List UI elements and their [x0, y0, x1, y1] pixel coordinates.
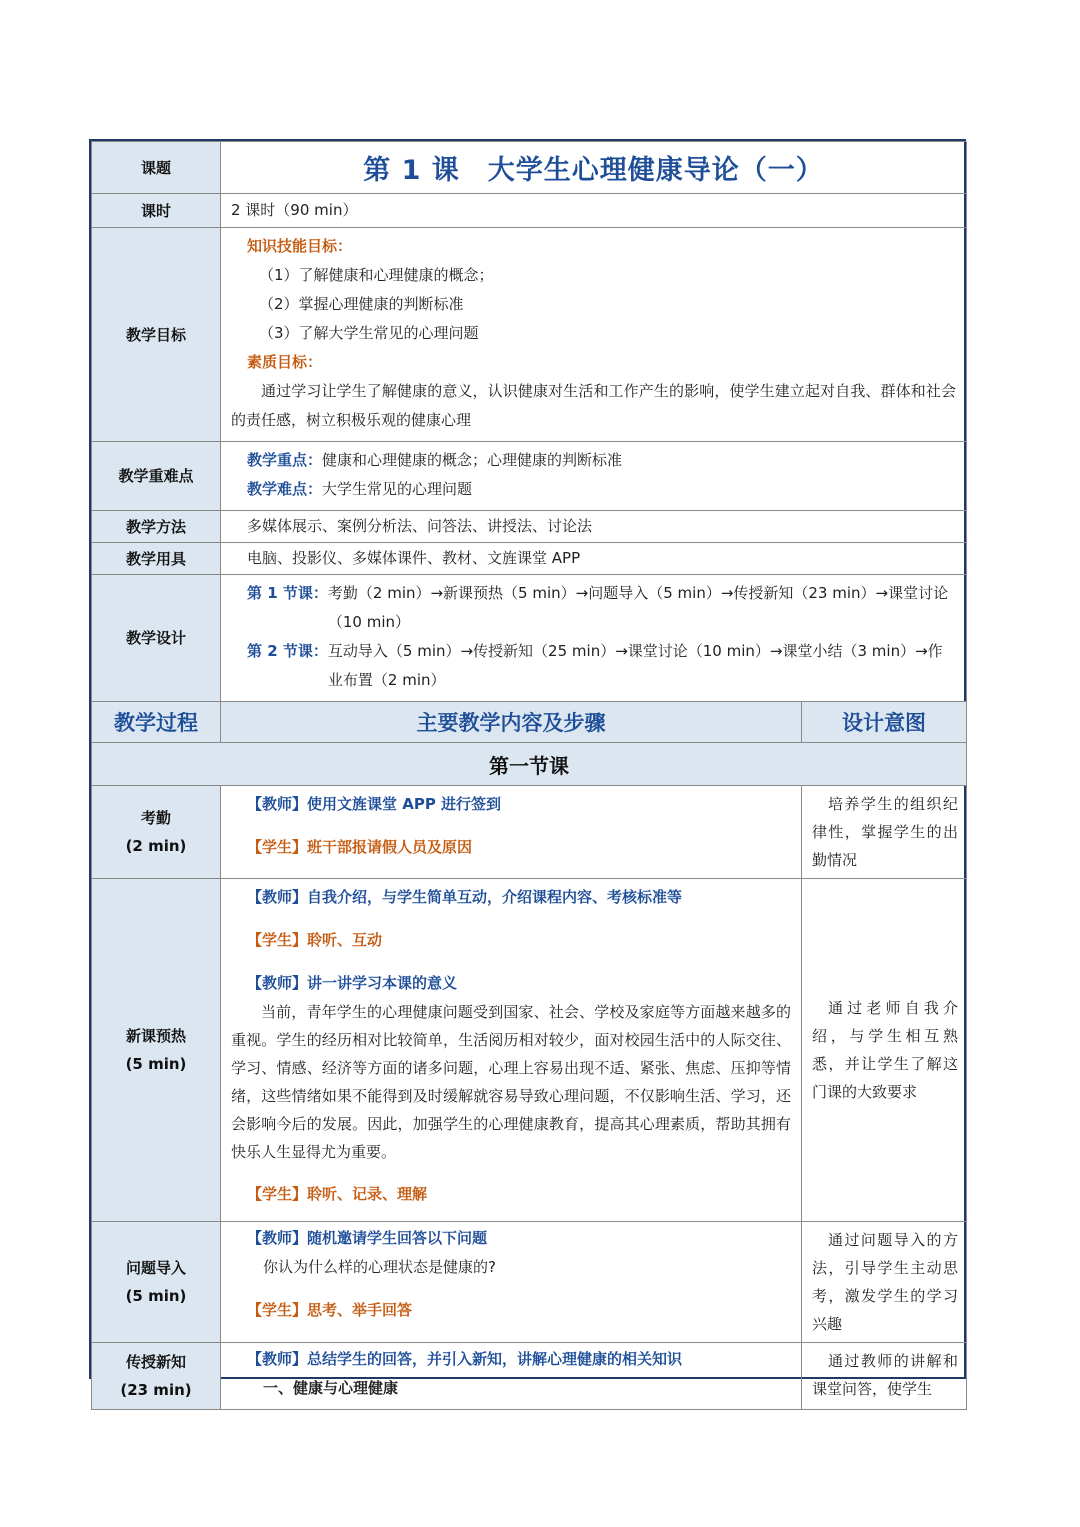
key-points-content: [221, 442, 967, 511]
knowledge-heading: 知识技能目标：: [247, 237, 353, 255]
intent-text: 通过老师自我介绍，与学生相互熟悉，并让学生了解这门课的大致要求: [812, 999, 958, 1101]
teacher-step: 【教师】使用文旌课堂 APP 进行签到: [247, 795, 502, 813]
design-label: 教学设计: [92, 575, 221, 702]
student-step: 【学生】思考、举手回答: [247, 1301, 413, 1319]
lesson2-flow: [247, 637, 956, 695]
warmup-label-cell: [92, 879, 221, 1222]
lesson2-text: 互动导入（5 min）→传授新知（25 min）→课堂讨论（10 min）→课堂小结（3 min）→作业布置（2 min）: [327, 642, 943, 689]
objectives-content: [221, 228, 967, 442]
question-label-cell: [92, 1222, 221, 1343]
difficulty-text: 大学生常见的心理问题: [322, 480, 473, 498]
lesson1-text: 考勤（2 min）→新课预热（5 min）→问题导入（5 min）→传授新知（23 min）→课堂讨论（10 min）: [327, 584, 949, 631]
teach-subheading: 一、健康与心理健康: [263, 1379, 399, 1397]
question-label: 问题导入: [125, 1259, 186, 1277]
question-intent: [802, 1222, 967, 1343]
teach-row: [92, 1343, 967, 1410]
teacher-step: 【教师】随机邀请学生回答以下问题: [247, 1229, 488, 1247]
attendance-label-cell: [92, 786, 221, 879]
question-content: [221, 1222, 802, 1343]
topic-row: [92, 142, 967, 194]
lesson1-heading: 第 1 节课：: [247, 584, 328, 602]
warmup-label: 新课预热: [125, 1027, 186, 1045]
intent-text: 培养学生的组织纪律性，掌握学生的出勤情况: [812, 795, 958, 869]
attendance-intent: [802, 786, 967, 879]
design-row: [92, 575, 967, 702]
lesson-plan-table: [91, 141, 967, 1410]
teach-label-cell: [92, 1343, 221, 1410]
quality-text: 通过学习让学生了解健康的意义，认识健康对生活和工作产生的影响，使学生建立起对自我、群体和社会的责任感，树立积极乐观的健康心理: [231, 382, 956, 429]
teacher-step: 【教师】自我介绍，与学生简单互动，介绍课程内容、考核标准等: [247, 888, 683, 906]
methods-value: 多媒体展示、案例分析法、问答法、讲授法、讨论法: [221, 511, 967, 543]
tools-row: [92, 543, 967, 575]
methods-row: [92, 511, 967, 543]
focus-heading: 教学重点：: [247, 451, 323, 469]
methods-label: 教学方法: [92, 511, 221, 543]
lesson2-heading: 第 2 节课：: [247, 642, 328, 660]
teacher-step: 【教师】讲一讲学习本课的意义: [247, 974, 458, 992]
process-header-row: [92, 702, 967, 743]
attendance-time: (2 min): [125, 837, 187, 855]
lesson-plan-page: [89, 139, 966, 1399]
attendance-label: 考勤: [140, 809, 171, 827]
warmup-paragraph: 当前，青年学生的心理健康问题受到国家、社会、学校及家庭等方面越来越多的重视。学生的经历相对比较简单，生活阅历相对较少，面对校园生活中的人际交往、学习、情感、经济等方面的诸多问题，心理上容易出现不适、紧张、焦虑、压抑等情绪，这些情绪如果不能得到及时缓解就容易导致心理问题，不仅影响生活、学习，还会影响今后的发展。因此，加强学生的心理健康教育，提高其心理素质，帮助其拥有快乐人生显得尤为重要。: [231, 1003, 791, 1161]
intent-text: 通过问题导入的方法，引导学生主动思考，激发学生的学习兴趣: [812, 1231, 958, 1333]
lesson-title: 第 1 课 大学生心理健康导论（一）: [221, 142, 967, 194]
process-header-col1: 教学过程: [92, 702, 221, 743]
teach-label: 传授新知: [125, 1353, 186, 1371]
knowledge-item: （2）掌握心理健康的判断标准: [259, 295, 464, 313]
design-content: [221, 575, 967, 702]
section-title: 第一节课: [92, 743, 967, 786]
tools-label: 教学用具: [92, 543, 221, 575]
teach-content: [221, 1343, 802, 1410]
student-step: 【学生】聆听、互动: [247, 931, 383, 949]
lesson1-flow: [247, 579, 956, 637]
process-header-col2: 主要教学内容及步骤: [221, 702, 802, 743]
focus-text: 健康和心理健康的概念；心理健康的判断标准: [322, 451, 623, 469]
process-header-col3: 设计意图: [802, 702, 967, 743]
key-points-label: 教学重难点: [92, 442, 221, 511]
teacher-step: 【教师】总结学生的回答，并引入新知，讲解心理健康的相关知识: [247, 1350, 683, 1368]
warmup-row: [92, 879, 967, 1222]
intent-text: 通过教师的讲解和课堂问答，使学生: [812, 1352, 958, 1398]
student-step: 【学生】聆听、记录、理解: [247, 1185, 428, 1203]
difficulty-heading: 教学难点：: [247, 480, 323, 498]
teach-time: (23 min): [120, 1381, 192, 1399]
knowledge-item: （1）了解健康和心理健康的概念；: [259, 266, 494, 284]
section-row: [92, 743, 967, 786]
question-text: 你认为什么样的心理状态是健康的?: [263, 1258, 496, 1276]
question-row: [92, 1222, 967, 1343]
attendance-content: [221, 786, 802, 879]
key-points-row: [92, 442, 967, 511]
knowledge-item: （3）了解大学生常见的心理问题: [259, 324, 479, 342]
teach-intent: [802, 1343, 967, 1410]
hours-label: 课时: [92, 194, 221, 228]
warmup-content: [221, 879, 802, 1222]
tools-value: 电脑、投影仪、多媒体课件、教材、文旌课堂 APP: [221, 543, 967, 575]
objectives-row: [92, 228, 967, 442]
warmup-intent: [802, 879, 967, 1222]
objectives-label: 教学目标: [92, 228, 221, 442]
attendance-row: [92, 786, 967, 879]
quality-heading: 素质目标：: [247, 353, 323, 371]
warmup-time: (5 min): [125, 1055, 187, 1073]
question-time: (5 min): [125, 1287, 187, 1305]
topic-label: 课题: [92, 142, 221, 194]
hours-value: 2 课时（90 min）: [221, 194, 967, 228]
hours-row: [92, 194, 967, 228]
student-step: 【学生】班干部报请假人员及原因: [247, 838, 473, 856]
